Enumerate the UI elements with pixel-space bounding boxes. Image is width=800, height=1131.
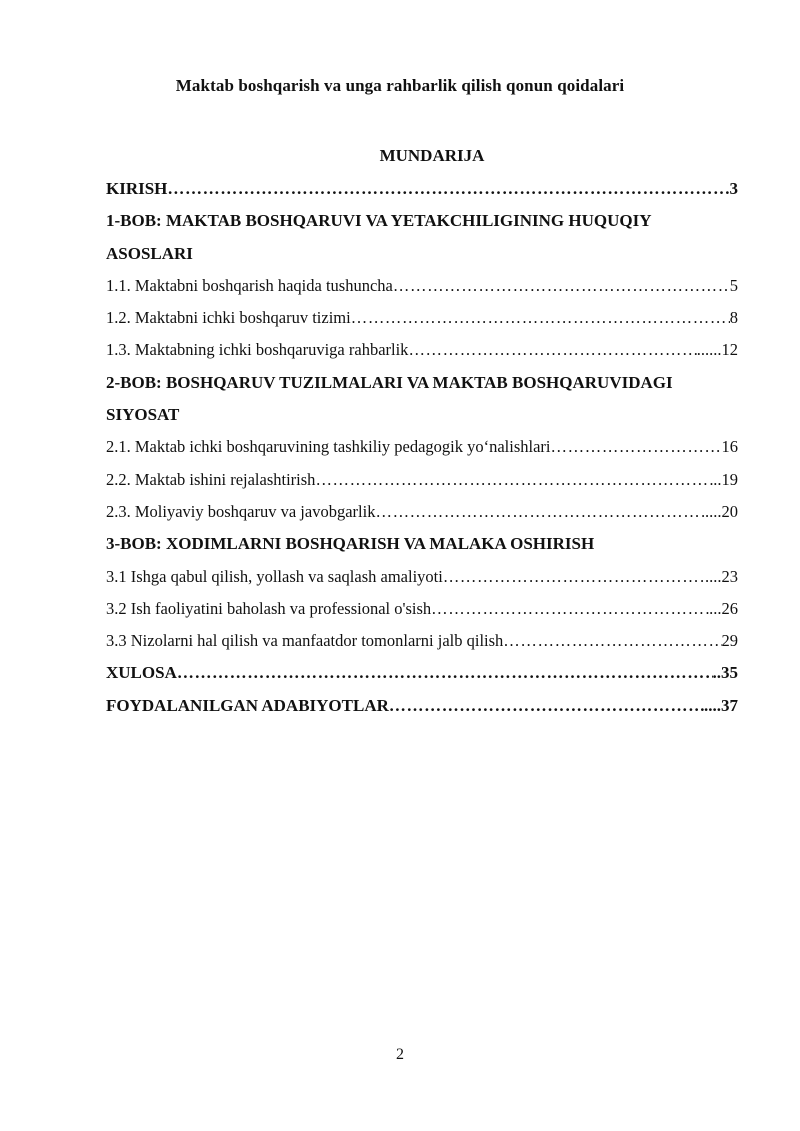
table-of-contents bbox=[106, 174, 738, 723]
toc-entry[interactable] bbox=[106, 432, 738, 464]
toc-entry-page: ....20 bbox=[705, 501, 738, 521]
toc-entry-label: 3.2 Ish faoliyatini baholash va professional o'sish bbox=[106, 598, 432, 618]
toc-entry-page: ....37 bbox=[704, 695, 738, 715]
toc-entry-label: 1.3. Maktabning ichki boshqaruviga rahbarlik bbox=[106, 340, 409, 360]
toc-entry-label: 2.2. Maktab ishini rejalashtirish bbox=[106, 469, 316, 489]
dot-leader bbox=[315, 465, 713, 495]
dot-leader bbox=[503, 626, 721, 656]
toc-entry-label: 3.3 Nizolarni hal qilish va manfaatdor tomonlarni jalb qilish bbox=[106, 631, 504, 651]
toc-entry-label: 3.1 Ishga qabul qilish, yollash va saqlash amaliyoti bbox=[106, 566, 443, 586]
chapter-title-line: ASOSLARI bbox=[106, 243, 193, 263]
dot-leader bbox=[389, 691, 704, 721]
toc-entry-label: 2.1. Maktab ichki boshqaruvining tashkiliy pedagogik yo‘nalishlari bbox=[106, 437, 551, 457]
toc-entry-page: ......12 bbox=[696, 340, 738, 360]
toc-entry[interactable] bbox=[106, 303, 738, 335]
toc-entry[interactable] bbox=[106, 497, 738, 529]
toc-entry-page: 5 bbox=[729, 275, 738, 295]
toc-entry-page: .3 bbox=[725, 179, 738, 198]
toc-entry-page: 29 bbox=[721, 631, 738, 651]
toc-entry-label: 1.2. Maktabni ichki boshqaruv tizimi bbox=[106, 308, 351, 328]
dot-leader bbox=[351, 303, 730, 333]
toc-entry[interactable] bbox=[106, 271, 738, 303]
toc-entry-page: 8 bbox=[729, 308, 738, 328]
toc-entry-label: FOYDALANILGAN ADABIYOTLAR bbox=[106, 695, 389, 715]
dot-leader bbox=[431, 594, 709, 624]
chapter-heading-3[interactable] bbox=[106, 529, 738, 561]
dot-leader bbox=[167, 174, 725, 204]
toc-entry-page: ...26 bbox=[709, 598, 738, 618]
toc-entry-page: ..35 bbox=[712, 663, 738, 683]
dot-leader bbox=[375, 497, 705, 527]
toc-entry-references[interactable] bbox=[106, 691, 738, 723]
page-number: 2 bbox=[396, 1046, 404, 1063]
toc-entry[interactable] bbox=[106, 465, 738, 497]
dot-leader bbox=[551, 432, 722, 462]
toc-entry-page: ....23 bbox=[705, 566, 738, 586]
chapter-title-line: 2-BOB: BOSHQARUV TUZILMALARI VA MAKTAB BOSHQARUVIDAGI bbox=[106, 372, 673, 392]
dot-leader bbox=[177, 658, 713, 688]
toc-entry[interactable] bbox=[106, 335, 738, 367]
chapter-heading-2[interactable] bbox=[106, 368, 738, 433]
dot-leader bbox=[408, 335, 696, 365]
toc-entry-intro[interactable] bbox=[106, 174, 738, 206]
toc-entry-label: 1.1. Maktabni boshqarish haqida tushuncha bbox=[106, 275, 393, 295]
chapter-title-line: 1-BOB: MAKTAB BOSHQARUVI VA YETAKCHILIGINING HUQUQIY bbox=[106, 211, 652, 231]
toc-heading: MUNDARIJA bbox=[379, 146, 485, 165]
toc-entry[interactable] bbox=[106, 626, 738, 658]
chapter-title-line: 3-BOB: XODIMLARNI BOSHQARISH VA MALAKA OSHIRISH bbox=[106, 534, 595, 554]
toc-entry[interactable] bbox=[106, 562, 738, 594]
toc-entry-label: 2.3. Moliyaviy boshqaruv va javobgarlik bbox=[106, 501, 376, 521]
toc-entry-page: ..19 bbox=[713, 469, 738, 489]
dot-leader bbox=[443, 562, 705, 592]
chapter-heading-1[interactable] bbox=[106, 206, 738, 271]
toc-entry[interactable] bbox=[106, 594, 738, 626]
document-title: Maktab boshqarish va unga rahbarlik qilish qonun qoidalari bbox=[175, 76, 625, 95]
toc-entry-label: XULOSA bbox=[106, 663, 177, 683]
toc-entry-page: 16 bbox=[721, 437, 738, 457]
dot-leader bbox=[393, 271, 730, 301]
toc-entry-label: KIRISH bbox=[106, 179, 168, 198]
toc-entry-conclusion[interactable] bbox=[106, 658, 738, 690]
chapter-title-line: SIYOSAT bbox=[106, 405, 180, 425]
